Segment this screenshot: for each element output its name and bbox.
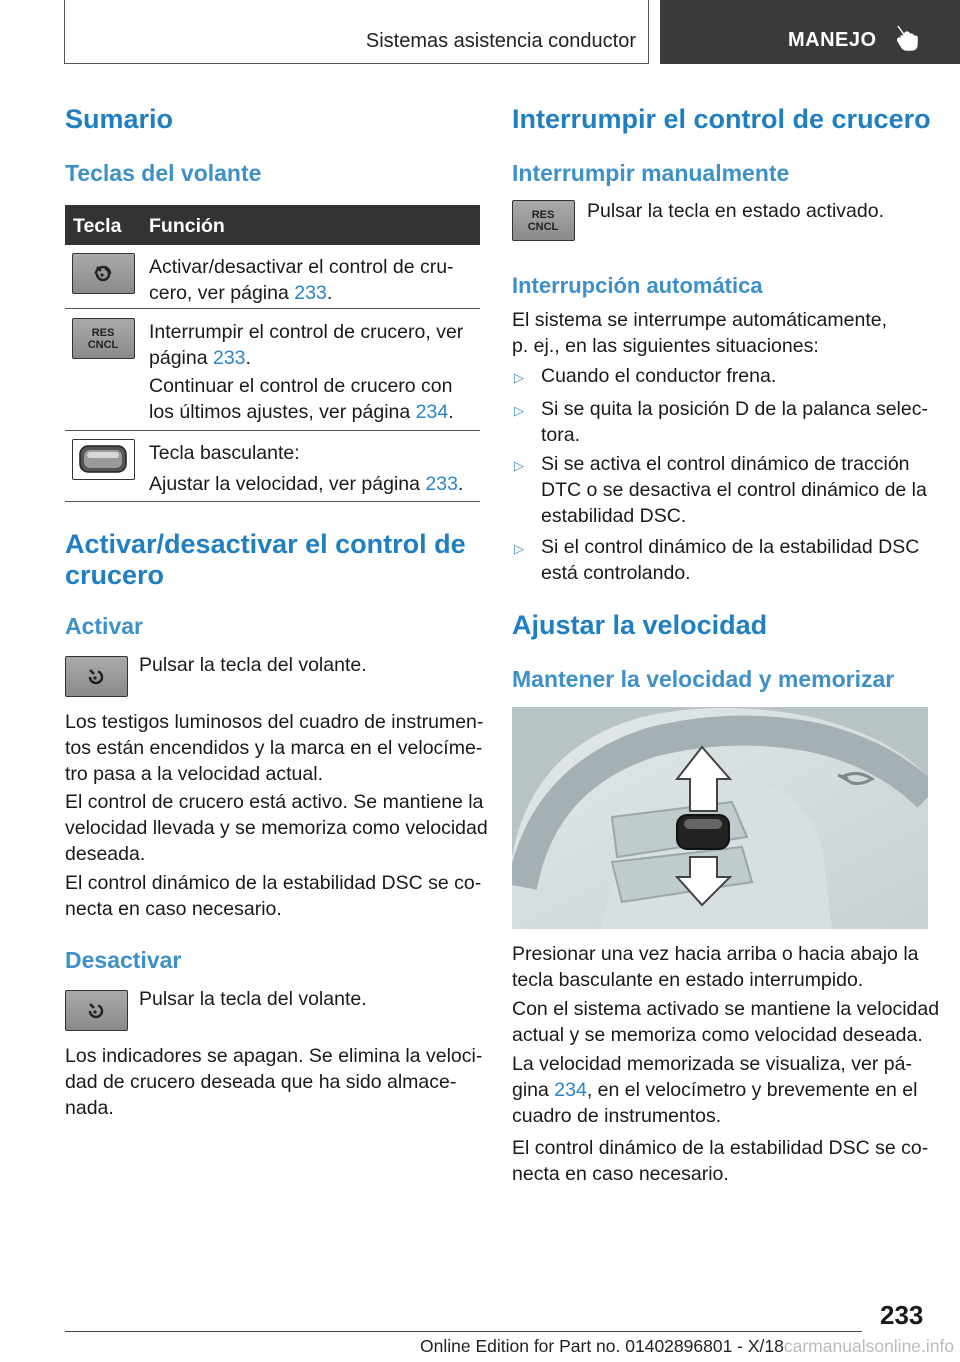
page-link[interactable]: 233 [425,473,458,495]
page-link[interactable]: 233 [212,347,246,369]
table-row-2-text: Interrumpir el control de crucero, ver página 233. [149,321,464,369]
bullet-marker: ▷ [514,370,524,385]
manual-instruction: Pulsar la tecla en estado activado. [587,200,885,222]
table-divider [65,308,480,309]
svg-text:CNCL: CNCL [527,221,559,233]
table-col-key: Tecla [73,215,122,237]
heading-sumario: Sumario [65,104,174,134]
page-number: 233 [880,1300,924,1330]
bullet-item: Si el control dinámico de la estabilidad DSC está controlando. [541,536,920,584]
paragraph-testigos: Los testigos luminosos del cuadro de instrumen- tos están encendidos y la marca en el velocíme- tro pasa a la velocidad actual. [65,711,484,785]
table-row-2-text-continue: Continuar el control de crucero con los últimos ajustes, ver página 234. [149,375,454,423]
table-divider [65,501,480,502]
chapter-title: MANEJO [788,29,877,51]
page-link[interactable]: 234 [554,1079,587,1101]
heading-ajustar-velocidad: Ajustar la velocidad [512,610,768,640]
bullet-item: Si se quita la posición D de la palanca selec- tora. [541,398,928,446]
paragraph-sistema-activado: Con el sistema activado se mantiene la velocidad actual y se memoriza como velocidad deseada. [512,998,940,1046]
section-title: Sistemas asistencia conductor [365,30,636,52]
heading-interrumpir-manual: Interrumpir manualmente [512,160,790,186]
heading-teclas-volante: Teclas del volante [65,160,262,186]
paragraph-dsc-right: El control dinámico de la estabilidad DSC se co- necta en caso necesario. [512,1137,929,1185]
footer-rule [65,1331,862,1332]
heading-desactivar: Desactivar [65,947,182,973]
heading-interrumpir: Interrumpir el control de crucero [512,104,931,134]
paragraph-auto: El sistema se interrumpe automáticamente, p. ej., en las siguientes situaciones: [512,309,887,357]
bullet-marker: ▷ [514,403,524,418]
svg-text:RES: RES [91,327,115,339]
svg-text:CNCL: CNCL [87,339,119,351]
bullet-marker: ▷ [514,458,524,473]
table-row-3-text-2: Ajustar la velocidad, ver página 233. [149,473,464,495]
paragraph-velocidad-memorizada: La velocidad memorizada se visualiza, ver pá- gina 234, en el velocímetro y brevemente en el cuadro de instrumentos. [512,1053,918,1127]
section-title-box [64,0,649,64]
cruise-control-icon [65,656,128,697]
rocker-switch-icon [72,439,135,480]
footer-edition: Online Edition for Part no. 01402896801 - X/18carmanualsonline.info [420,1336,955,1356]
page-link[interactable]: 233 [294,282,327,304]
pointing-hand-icon [893,24,919,52]
paragraph-dsc: El control dinámico de la estabilidad DSC se co- necta en caso necesario. [65,872,482,920]
bullet-item: Cuando el conductor frena. [541,365,777,387]
paragraph-control-activo: El control de crucero está activo. Se mantiene la velocidad llevada y se memoriza como velocidad deseada. [65,791,488,865]
paragraph-indicadores: Los indicadores se apagan. Se elimina la veloci- dad de crucero deseada que ha sido almace- nada. [65,1045,483,1119]
table-header [65,205,480,245]
table-divider [65,430,480,431]
table-row-1-text: Activar/desactivar el control de cru- cero, ver página 233. [149,256,454,304]
activar-instruction: Pulsar la tecla del volante. [139,654,367,676]
watermark: carmanualsonline.info [783,1336,955,1356]
bullet-marker: ▷ [514,541,524,556]
cruise-control-icon [65,990,128,1031]
paragraph-presionar: Presionar una vez hacia arriba o hacia abajo la tecla basculante en estado interrumpido. [512,943,919,991]
page-header [0,0,960,64]
table-col-func: Función [149,215,225,237]
res-cncl-icon [512,200,575,241]
table-row-3-text: Tecla basculante: [149,442,300,464]
svg-text:RES: RES [531,209,555,221]
chapter-tab [660,0,960,64]
res-cncl-icon [72,318,135,359]
heading-activar: Activar [65,613,143,639]
page-link[interactable]: 234 [415,401,449,423]
steering-wheel-photo [512,707,928,929]
heading-activar-desactivar: Activar/desactivar el control de crucero [65,529,466,590]
bullet-item: Si se activa el control dinámico de tracción DTC o se desactiva el control dinámico de la estabilidad DSC. [541,453,927,527]
heading-mantener-velocidad: Mantener la velocidad y memorizar [512,666,895,692]
cruise-control-icon [72,253,135,294]
desactivar-instruction: Pulsar la tecla del volante. [139,988,367,1010]
heading-interrupcion-automatica: Interrupción automática [512,273,763,298]
